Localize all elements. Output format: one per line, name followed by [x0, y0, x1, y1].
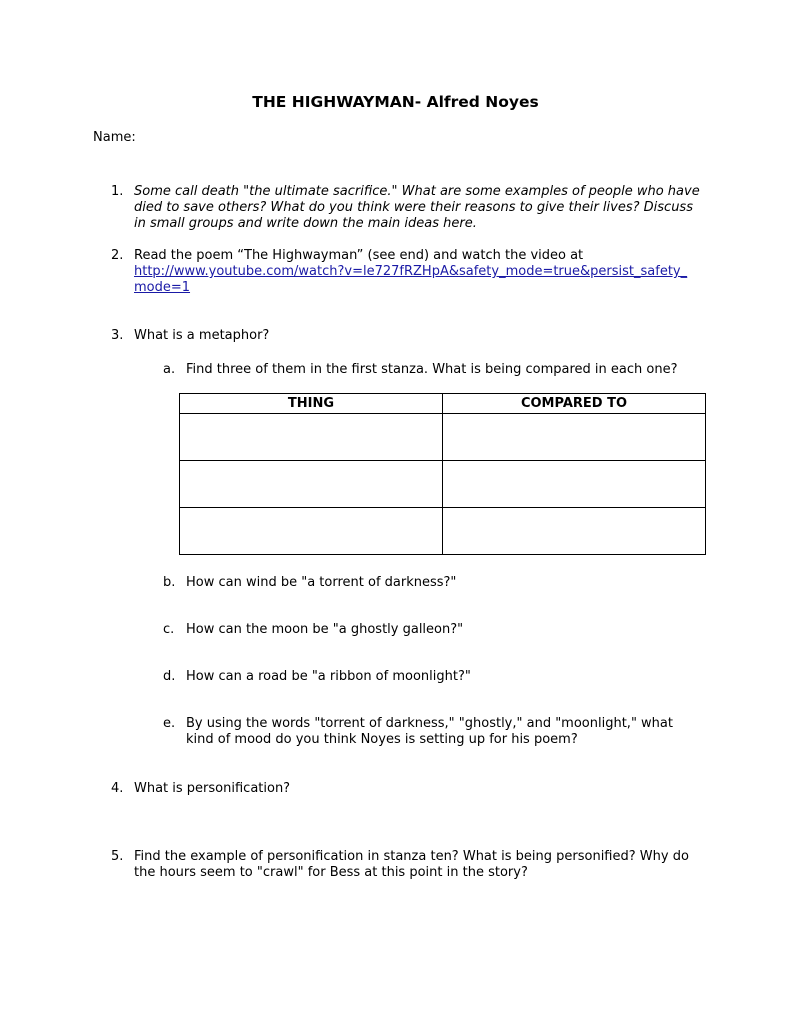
column-header-thing: THING: [180, 394, 443, 414]
question-1-text: [134, 184, 704, 232]
question-3-text: What is a metaphor?: [134, 328, 270, 343]
subquestion-b-text: How can wind be "a torrent of darkness?": [186, 575, 457, 590]
video-link[interactable]: http://www.youtube.com/watch?v=le727fRZHpA&safety_mode=true&persist_safety_: [134, 264, 688, 279]
subquestion-letter: a.: [163, 362, 176, 377]
metaphor-table: [179, 393, 706, 555]
subquestion-e-line: kind of mood do you think Noyes is setting up for his poem?: [186, 732, 578, 747]
table-cell-compared-to[interactable]: [443, 508, 706, 555]
subquestion-e-line: By using the words "torrent of darkness," "ghostly," and "moonlight," what: [186, 716, 673, 731]
table-cell-thing[interactable]: [180, 461, 443, 508]
question-number: 3.: [111, 328, 124, 343]
subquestion-letter: e.: [163, 716, 176, 731]
question-1-line: in small groups and write down the main ideas here.: [134, 216, 477, 231]
page-title: THE HIGHWAYMAN- Alfred Noyes: [252, 93, 539, 111]
subquestion-d-text: How can a road be "a ribbon of moonlight?": [186, 669, 471, 684]
question-4-text: What is personification?: [134, 781, 291, 796]
table-cell-compared-to[interactable]: [443, 414, 706, 461]
table-cell-compared-to[interactable]: [443, 461, 706, 508]
table-cell-thing[interactable]: [180, 414, 443, 461]
question-2-line: Read the poem “The Highwayman” (see end) and watch the video at: [134, 248, 584, 263]
table-row: [180, 508, 706, 555]
subquestion-c-text: How can the moon be "a ghostly galleon?": [186, 622, 464, 637]
subquestion-e-text: [186, 716, 696, 748]
subquestion-a-text: Find three of them in the first stanza. What is being compared in each one?: [186, 362, 678, 377]
question-1-line: Some call death "the ultimate sacrifice." What are some examples of people who have: [134, 184, 700, 199]
question-5-text: [134, 849, 704, 881]
question-number: 2.: [111, 248, 124, 263]
table-row: [180, 414, 706, 461]
question-number: 1.: [111, 184, 124, 199]
question-2-text: [134, 248, 704, 296]
column-header-compared-to: COMPARED TO: [443, 394, 706, 414]
video-link-continued[interactable]: mode=1: [134, 280, 191, 295]
subquestion-letter: c.: [163, 622, 175, 637]
question-number: 4.: [111, 781, 124, 796]
question-5-line: Find the example of personification in stanza ten? What is being personified? Why do: [134, 849, 689, 864]
question-5-line: the hours seem to "crawl" for Bess at this point in the story?: [134, 865, 528, 880]
table-header-row: [180, 394, 706, 414]
subquestion-letter: d.: [163, 669, 176, 684]
subquestion-letter: b.: [163, 575, 176, 590]
name-label: Name:: [93, 130, 136, 145]
question-number: 5.: [111, 849, 124, 864]
question-1-line: died to save others? What do you think were their reasons to give their lives? Discuss: [134, 200, 693, 215]
table-cell-thing[interactable]: [180, 508, 443, 555]
table-row: [180, 461, 706, 508]
